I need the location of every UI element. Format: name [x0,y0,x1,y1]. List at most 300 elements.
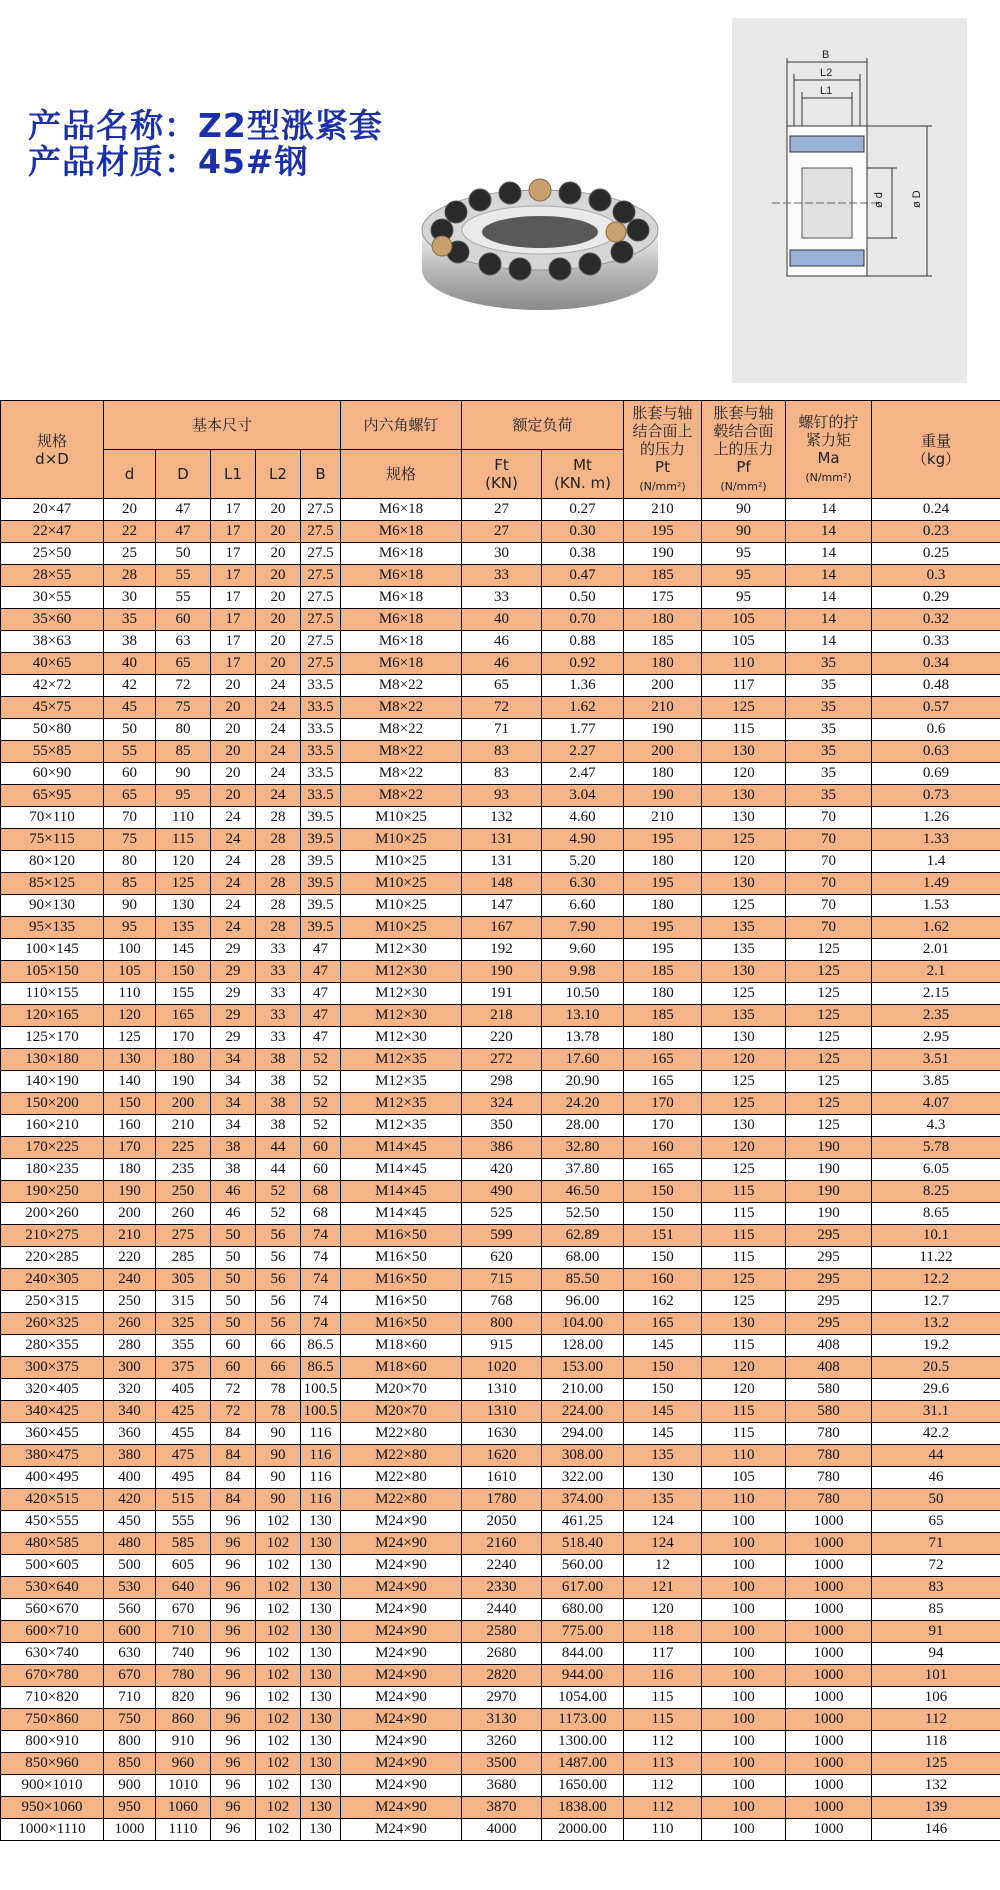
table-cell: 102 [256,1511,301,1533]
table-cell: 0.27 [542,499,624,521]
table-cell: 52 [301,1071,341,1093]
table-cell: 39.5 [301,829,341,851]
table-cell: 24 [256,675,301,697]
table-cell: 180 [624,895,702,917]
table-cell: 125 [786,1093,872,1115]
table-row [1,1819,1000,1841]
header-basic-dim: 基本尺寸 [104,401,341,450]
table-cell: M12×35 [341,1049,462,1071]
table-cell: 27.5 [301,565,341,587]
table-cell: 70 [786,807,872,829]
table-cell: 320×405 [1,1379,104,1401]
table-cell: 25 [104,543,156,565]
table-cell: 325 [156,1313,211,1335]
table-cell: 35 [786,763,872,785]
table-cell: 480 [104,1533,156,1555]
table-cell: 420×515 [1,1489,104,1511]
header-L2: L2 [256,450,301,499]
table-cell: 2050 [462,1511,542,1533]
table-cell: 118 [872,1731,1000,1753]
table-cell: 322.00 [542,1467,624,1489]
table-cell: 116 [301,1445,341,1467]
table-cell: 3260 [462,1731,542,1753]
table-cell: 96 [211,1775,256,1797]
table-cell: 120 [624,1599,702,1621]
table-cell: 70 [104,807,156,829]
table-cell: 115 [624,1709,702,1731]
table-cell: 295 [786,1269,872,1291]
table-cell: 102 [256,1621,301,1643]
table-cell: 386 [462,1137,542,1159]
table-cell: 1000 [786,1643,872,1665]
table-cell: M12×35 [341,1115,462,1137]
table-cell: M10×25 [341,917,462,939]
table-cell: 17 [211,543,256,565]
header-B: B [301,450,341,499]
table-cell: 450×555 [1,1511,104,1533]
table-cell: 900×1010 [1,1775,104,1797]
table-cell: 24 [256,719,301,741]
table-cell: 125 [104,1027,156,1049]
table-cell: M8×22 [341,785,462,807]
table-cell: 47 [301,961,341,983]
table-cell: 20 [256,609,301,631]
table-cell: 25×50 [1,543,104,565]
table-cell: 84 [211,1423,256,1445]
table-cell: 95 [702,587,786,609]
table-cell: 85×125 [1,873,104,895]
table-cell: M6×18 [341,587,462,609]
table-cell: M12×30 [341,961,462,983]
table-cell: 74 [301,1313,341,1335]
table-row [1,1071,1000,1093]
table-cell: 130 [702,1115,786,1137]
table-cell: 1.4 [872,851,1000,873]
table-cell: 24 [256,741,301,763]
table-cell: 150×200 [1,1093,104,1115]
table-row [1,1115,1000,1137]
table-cell: 0.50 [542,587,624,609]
table-cell: M8×22 [341,741,462,763]
table-cell: 340 [104,1401,156,1423]
table-row [1,1775,1000,1797]
table-cell: 20 [256,565,301,587]
table-row [1,499,1000,521]
table-cell: 29.6 [872,1379,1000,1401]
table-cell: 65 [872,1511,1000,1533]
table-cell: 110 [702,1445,786,1467]
table-cell: 50 [211,1247,256,1269]
table-cell: 170×225 [1,1137,104,1159]
table-cell: 52 [301,1049,341,1071]
table-cell: 116 [301,1423,341,1445]
table-cell: 100 [702,1709,786,1731]
table-row [1,1049,1000,1071]
spec-table [0,400,1000,1841]
table-cell: 170 [624,1093,702,1115]
table-cell: 27.5 [301,653,341,675]
table-cell: 148 [462,873,542,895]
table-row [1,1269,1000,1291]
table-cell: 210.00 [542,1379,624,1401]
table-cell: 100 [702,1533,786,1555]
table-cell: M6×18 [341,543,462,565]
table-cell: 33.5 [301,719,341,741]
table-cell: 195 [624,917,702,939]
table-cell: 95×135 [1,917,104,939]
table-cell: 125 [702,1269,786,1291]
table-cell: 102 [256,1709,301,1731]
table-cell: 35×60 [1,609,104,631]
table-cell: 190 [156,1071,211,1093]
table-cell: 4.07 [872,1093,1000,1115]
table-cell: M16×50 [341,1225,462,1247]
table-cell: 500 [104,1555,156,1577]
table-cell: 1310 [462,1401,542,1423]
table-cell: 2820 [462,1665,542,1687]
table-cell: 195 [624,521,702,543]
table-cell: 17.60 [542,1049,624,1071]
table-cell: 340×425 [1,1401,104,1423]
table-cell: 83 [462,741,542,763]
table-cell: 150 [156,961,211,983]
table-row [1,521,1000,543]
table-row [1,1137,1000,1159]
table-cell: 20 [256,631,301,653]
table-cell: M16×50 [341,1291,462,1313]
header-d: d [104,450,156,499]
table-cell: 20.90 [542,1071,624,1093]
table-row [1,1753,1000,1775]
table-cell: 250 [156,1181,211,1203]
table-cell: 1010 [156,1775,211,1797]
table-cell: 130 [301,1687,341,1709]
table-cell: 60 [211,1335,256,1357]
header-screw-spec: 规格 [341,450,462,499]
table-cell: 190×250 [1,1181,104,1203]
table-cell: 160×210 [1,1115,104,1137]
table-cell: M24×90 [341,1643,462,1665]
table-cell: 37.80 [542,1159,624,1181]
table-cell: 96 [211,1599,256,1621]
table-cell: 13.78 [542,1027,624,1049]
table-cell: 44 [256,1137,301,1159]
table-cell: 135 [702,939,786,961]
table-cell: 100 [702,1577,786,1599]
table-cell: 740 [156,1643,211,1665]
table-cell: 475 [156,1445,211,1467]
table-cell: 96 [211,1753,256,1775]
table-cell: 17 [211,587,256,609]
table-cell: 29 [211,961,256,983]
table-cell: 324 [462,1093,542,1115]
table-cell: 130 [624,1467,702,1489]
table-cell: 585 [156,1533,211,1555]
table-cell: 34 [211,1093,256,1115]
table-cell: 2.01 [872,939,1000,961]
table-cell: 120 [104,1005,156,1027]
table-cell: 46 [462,653,542,675]
table-cell: 100 [702,1665,786,1687]
table-cell: 100 [702,1621,786,1643]
table-cell: 96 [211,1819,256,1841]
table-row [1,785,1000,807]
table-cell: 100 [702,1643,786,1665]
table-cell: 450 [104,1511,156,1533]
table-cell: M6×18 [341,499,462,521]
table-cell: 1020 [462,1357,542,1379]
table-cell: 1630 [462,1423,542,1445]
product-header [0,0,1000,400]
table-cell: 8.25 [872,1181,1000,1203]
table-cell: 1000 [786,1511,872,1533]
table-cell: 150 [104,1093,156,1115]
table-cell: M24×90 [341,1687,462,1709]
table-row [1,1181,1000,1203]
table-row [1,1093,1000,1115]
table-cell: 295 [786,1291,872,1313]
table-cell: 68 [301,1203,341,1225]
table-cell: 350 [462,1115,542,1137]
table-cell: 0.92 [542,653,624,675]
table-cell: M14×45 [341,1159,462,1181]
table-cell: 55×85 [1,741,104,763]
table-cell: 39.5 [301,917,341,939]
table-cell: 300 [104,1357,156,1379]
table-row [1,1665,1000,1687]
table-cell: 0.3 [872,565,1000,587]
table-cell: 120 [702,1137,786,1159]
table-cell: 120 [702,763,786,785]
table-cell: 130 [301,1643,341,1665]
table-cell: 125 [702,829,786,851]
table-cell: 305 [156,1269,211,1291]
table-cell: 105 [702,609,786,631]
table-cell: 10.1 [872,1225,1000,1247]
table-cell: 66 [256,1335,301,1357]
table-cell: 360×455 [1,1423,104,1445]
table-cell: 670 [156,1599,211,1621]
table-cell: 1060 [156,1797,211,1819]
table-cell: 90 [256,1445,301,1467]
table-row [1,1313,1000,1335]
table-cell: 185 [624,1005,702,1027]
table-cell: 260 [104,1313,156,1335]
table-cell: 1620 [462,1445,542,1467]
table-row [1,917,1000,939]
table-cell: 260×325 [1,1313,104,1335]
table-cell: 555 [156,1511,211,1533]
table-cell: M20×70 [341,1379,462,1401]
table-cell: 960 [156,1753,211,1775]
table-cell: 125 [702,1159,786,1181]
table-cell: 1000 [786,1731,872,1753]
table-cell: 20 [211,785,256,807]
table-cell: 120 [702,1357,786,1379]
table-cell: 35 [786,719,872,741]
table-cell: 200 [624,741,702,763]
table-cell: 600×710 [1,1621,104,1643]
table-cell: 1000 [786,1709,872,1731]
table-cell: 130 [301,1577,341,1599]
table-cell: 6.05 [872,1159,1000,1181]
table-row [1,1533,1000,1555]
table-cell: 120 [702,851,786,873]
table-cell: 125 [786,1115,872,1137]
table-row [1,873,1000,895]
table-row [1,895,1000,917]
table-cell: 135 [624,1445,702,1467]
table-cell: 68.00 [542,1247,624,1269]
table-cell: 130 [156,895,211,917]
table-cell: 150 [624,1247,702,1269]
table-cell: M8×22 [341,763,462,785]
table-cell: 180 [624,653,702,675]
header-spec: 规格 d×D [1,401,104,499]
table-cell: 2.27 [542,741,624,763]
table-cell: 74 [301,1225,341,1247]
table-cell: 33 [256,1005,301,1027]
table-cell: 630×740 [1,1643,104,1665]
table-cell: 210 [624,499,702,521]
table-cell: 44 [256,1159,301,1181]
table-row [1,741,1000,763]
table-cell: 80 [156,719,211,741]
table-cell: 102 [256,1753,301,1775]
table-cell: 62.89 [542,1225,624,1247]
dim-D-label: ø D [911,190,923,208]
table-cell: 66 [256,1357,301,1379]
table-cell: 0.30 [542,521,624,543]
table-cell: 33 [256,1027,301,1049]
table-cell: 115 [702,719,786,741]
table-cell: 100 [702,1687,786,1709]
table-cell: 100 [702,1775,786,1797]
table-row [1,851,1000,873]
table-cell: 84 [211,1445,256,1467]
table-cell: 90 [156,763,211,785]
table-cell: 112 [872,1709,1000,1731]
table-cell: 33 [462,565,542,587]
table-cell: 125 [702,895,786,917]
table-cell: 105 [702,1467,786,1489]
table-cell: M6×18 [341,653,462,675]
table-cell: 20 [256,543,301,565]
table-cell: 33 [256,961,301,983]
table-cell: 47 [156,521,211,543]
table-cell: 6.60 [542,895,624,917]
table-cell: 65 [462,675,542,697]
table-cell: 110 [104,983,156,1005]
table-row [1,1577,1000,1599]
table-cell: 17 [211,609,256,631]
table-cell: 115 [702,1247,786,1269]
table-cell: M16×50 [341,1313,462,1335]
table-cell: 515 [156,1489,211,1511]
table-row [1,1203,1000,1225]
table-cell: 2970 [462,1687,542,1709]
table-cell: 56 [256,1313,301,1335]
header-screw: 内六角螺钉 [341,401,462,450]
table-cell: 72 [211,1401,256,1423]
table-cell: 130 [301,1665,341,1687]
table-cell: 850×960 [1,1753,104,1775]
table-cell: 130 [301,1599,341,1621]
table-cell: 0.88 [542,631,624,653]
table-cell: M24×90 [341,1709,462,1731]
table-row [1,939,1000,961]
table-cell: 101 [872,1665,1000,1687]
table-cell: 20 [211,697,256,719]
table-cell: 1000 [786,1533,872,1555]
table-cell: 670×780 [1,1665,104,1687]
table-cell: 70×110 [1,807,104,829]
table-cell: 102 [256,1643,301,1665]
table-cell: 950 [104,1797,156,1819]
table-cell: 300×375 [1,1357,104,1379]
table-cell: 165 [624,1071,702,1093]
table-cell: 530×640 [1,1577,104,1599]
table-cell: 28 [256,829,301,851]
table-cell: 780 [786,1445,872,1467]
table-cell: 38 [104,631,156,653]
table-cell: 844.00 [542,1643,624,1665]
table-cell: 12.2 [872,1269,1000,1291]
table-cell: 420 [104,1489,156,1511]
table-cell: 320 [104,1379,156,1401]
table-cell: 85 [156,741,211,763]
table-cell: 944.00 [542,1665,624,1687]
table-cell: 1.77 [542,719,624,741]
table-cell: 145 [624,1335,702,1357]
table-cell: 210 [156,1115,211,1137]
table-cell: 2.1 [872,961,1000,983]
table-cell: 0.34 [872,653,1000,675]
table-cell: 125 [702,697,786,719]
table-cell: 60 [104,763,156,785]
table-cell: 915 [462,1335,542,1357]
product-name-line: 产品名称：Z2型涨紧套 [28,106,383,145]
table-row [1,1797,1000,1819]
table-cell: 130 [702,785,786,807]
table-cell: 165 [624,1313,702,1335]
table-cell: 50 [211,1225,256,1247]
table-cell: 60×90 [1,763,104,785]
table-cell: 190 [786,1159,872,1181]
table-cell: 153.00 [542,1357,624,1379]
table-cell: 102 [256,1731,301,1753]
table-row [1,653,1000,675]
table-cell: 130 [702,961,786,983]
table-cell: 640 [156,1577,211,1599]
table-cell: 100 [104,939,156,961]
table-cell: 1110 [156,1819,211,1841]
table-cell: 39.5 [301,851,341,873]
table-cell: 130 [301,1511,341,1533]
table-cell: 24 [211,917,256,939]
table-cell: 94 [872,1643,1000,1665]
table-cell: 380 [104,1445,156,1467]
table-cell: 374.00 [542,1489,624,1511]
table-cell: 150 [624,1181,702,1203]
table-cell: 38 [211,1159,256,1181]
table-cell: 132 [872,1775,1000,1797]
table-cell: 710×820 [1,1687,104,1709]
table-cell: 130 [702,1027,786,1049]
table-cell: 2330 [462,1577,542,1599]
table-cell: 195 [624,873,702,895]
table-cell: 60 [301,1137,341,1159]
